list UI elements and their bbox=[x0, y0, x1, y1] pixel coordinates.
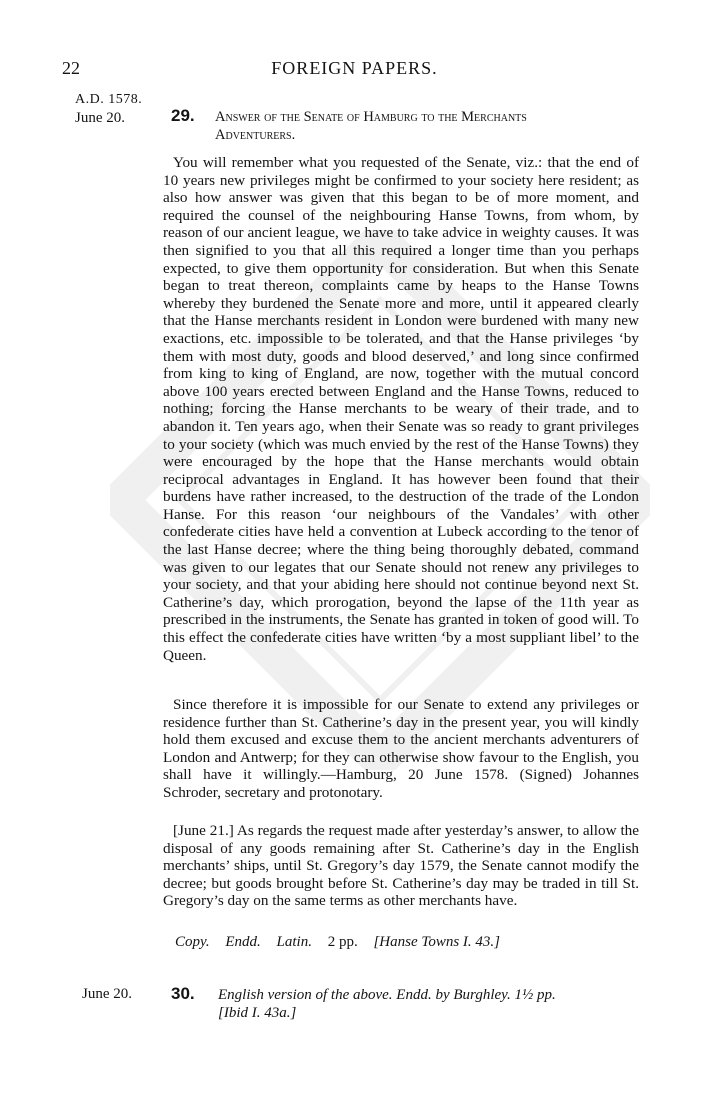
margin-date-entry-30: June 20. bbox=[82, 986, 132, 1002]
entry-title-29-line2: Adventurers. bbox=[215, 127, 296, 143]
paragraph-text: You will remember what you requested of the Senate, viz.: that the end of 10 years new privileges might be confirmed to your society here resident; as also how answer was given that this began to be of more moment, and required the counsel of the neighbouring Hanse Towns, from whom, by reason of our ancient league, we have to take advice in weighty causes. It was then signified to you that all this required a longer time than you perhaps expected, to give them opportunity for consideration. But when this Senate began to treat thereon, complaints came by heaps to the Hanse Towns whereby they burdened the Senate more and more, until it appeared clearly that the Hanse merchants resident in London were burdened with many new exactions, etc. impossible to be tolerated, and that the Hanse privileges ‘by them with most duty, goods and blood deserved,’ and long since confirmed from king to king of England, are now, together with the mutual concord above 100 years erected between England and the Hanse Towns, reduced to nothing; forcing the Hanse merchants to be weary of their trade, and to abandon it. Ten years ago, when their Senate was so ready to grant privileges to your society (which was much envied by the rest of the Hanse Towns) they were encouraged by the hope that the Hanse merchants would obtain reciprocal advantages in England. It has however been found that their burdens have rather increased, to the destruction of the trade of the London Hanse. For this reason ‘our neighbours of the Vandales’ with other confederate cities have held a convention at Lubeck according to the tenor of the last Hanse decree; where the thing being thoroughly debated, command was given to our legates that our Senate should not renew any privileges to your society, and that your abiding here should not continue beyond next St. Catherine’s day, which prorogation, beyond the lapse of the 11th year as prescribed in the instruments, the Senate has granted in token of good will. To this effect the confederate cities have written ‘by a most suppliant libel’ to the Queen. bbox=[163, 154, 639, 664]
running-title: FOREIGN PAPERS. bbox=[271, 58, 438, 78]
meta-reference: [Hanse Towns I. 43.] bbox=[373, 934, 501, 950]
paragraph-text: [June 21.] As regards the request made after yesterday’s answer, to allow the disposal of any goods remaining after St. Catherine’s day in the English merchants’ ships, until St. Gregory’s day 1579, the Senate cannot modify the decree; but goods brought before St. Catherine’s day may be traded in till St. Gregory’s day on the same terms as other merchants have. bbox=[163, 822, 639, 910]
meta-endd: Endd. bbox=[225, 934, 261, 950]
margin-year: A.D. 1578. bbox=[75, 92, 143, 107]
margin-date-entry-29: June 20. bbox=[75, 110, 125, 126]
body-paragraph-1 bbox=[163, 154, 639, 664]
page-number: 22 bbox=[62, 58, 80, 78]
body-paragraph-2 bbox=[163, 696, 639, 802]
paragraph-text: Since therefore it is impossible for our Senate to extend any privileges or residence further than St. Catherine’s day in the present year, you will kindly hold them excused and excuse them to the ancient merchants adventurers of London and Antwerp; for they can otherwise show favour to the English, you shall have it willingly.—Hamburg, 20 June 1578. (Signed) Johannes Schroder, secretary and protonotary. bbox=[163, 696, 639, 801]
endorsement-line bbox=[175, 934, 512, 951]
page-header bbox=[0, 58, 709, 82]
body-paragraph-3 bbox=[163, 822, 639, 910]
entry-30-text: English version of the above. Endd. by Burghley. 1½ pp. bbox=[218, 987, 556, 1003]
entry-title-29: Answer of the Senate of Hamburg to the Merchants bbox=[215, 109, 527, 125]
entry-number-30: 30. bbox=[171, 984, 195, 1003]
meta-pages: 2 pp. bbox=[327, 934, 358, 950]
entry-number-29: 29. bbox=[171, 106, 195, 125]
meta-copy: Copy. bbox=[175, 934, 210, 950]
entry-30-reference: [Ibid I. 43a.] bbox=[218, 1005, 297, 1021]
meta-language: Latin. bbox=[276, 934, 312, 950]
